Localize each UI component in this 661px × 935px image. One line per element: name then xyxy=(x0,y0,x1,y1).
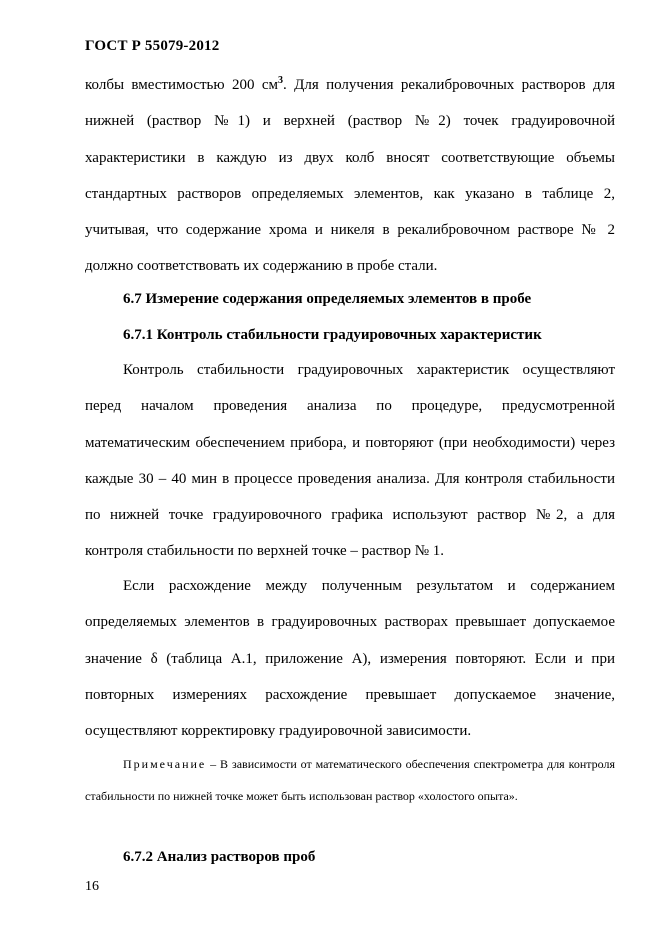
stability-control-block xyxy=(85,352,615,570)
intro-text-start: колбы вместимостью 200 см xyxy=(85,77,278,93)
discrepancy-paragraph: Если расхождение между полученным результатом и содержанием определяемых элементов в градуировочных растворах превышает допускаемое значение δ (таблица А.1, приложение А), измерения повторяют. Если и при повторных измерениях расхождение превышает допускаемое значение, осуществляют корректировку градуировочной зависимости. xyxy=(85,578,615,740)
intro-text-rest: . Для получения рекалибровочных растворов для нижней (раствор №1) и верхней (раствор №2) точек градуировочной характеристики в каждую из двух колб вносят соответствующие объемы стандартных растворов определяемых элементов, как указано в таблице 2, учитывая, что содержание хрома и никеля в рекалибровочном растворе № 2 должно соответствовать их содержанию в пробе стали. xyxy=(85,77,615,275)
document-header: ГОСТ Р 55079-2012 xyxy=(85,38,220,54)
section-6-7-1-heading: 6.7.1 Контроль стабильности градуировочных характеристик xyxy=(123,327,542,343)
intro-paragraph xyxy=(85,67,615,285)
stability-control-paragraph: Контроль стабильности градуировочных характеристик осуществляют перед началом проведения анализа по процедуре, предусмотренной математическим обеспечением прибора, и повторяют (при необходимости) через каждые 30 – 40 мин в процессе проведения анализа. Для контроля стабильности по нижней точке градуировочного графика используют раствор №2, а для контроля стабильности по верхней точке – раствор № 1. xyxy=(85,362,615,560)
note-paragraph xyxy=(85,749,615,812)
page-number: 16 xyxy=(85,879,99,894)
discrepancy-block xyxy=(85,568,615,749)
intro-paragraph-block xyxy=(85,67,615,285)
section-6-7-heading: 6.7 Измерение содержания определяемых элементов в пробе xyxy=(123,291,532,307)
section-6-7-2-heading: 6.7.2 Анализ растворов проб xyxy=(123,849,316,865)
note-label: Примечание xyxy=(123,757,207,771)
superscript-cube: 3 xyxy=(277,75,283,86)
note-text: – В зависимости от математического обеспечения спектрометра для контроля стабильности по нижней точке может быть использован раствор «холостого опыта». xyxy=(85,757,615,803)
